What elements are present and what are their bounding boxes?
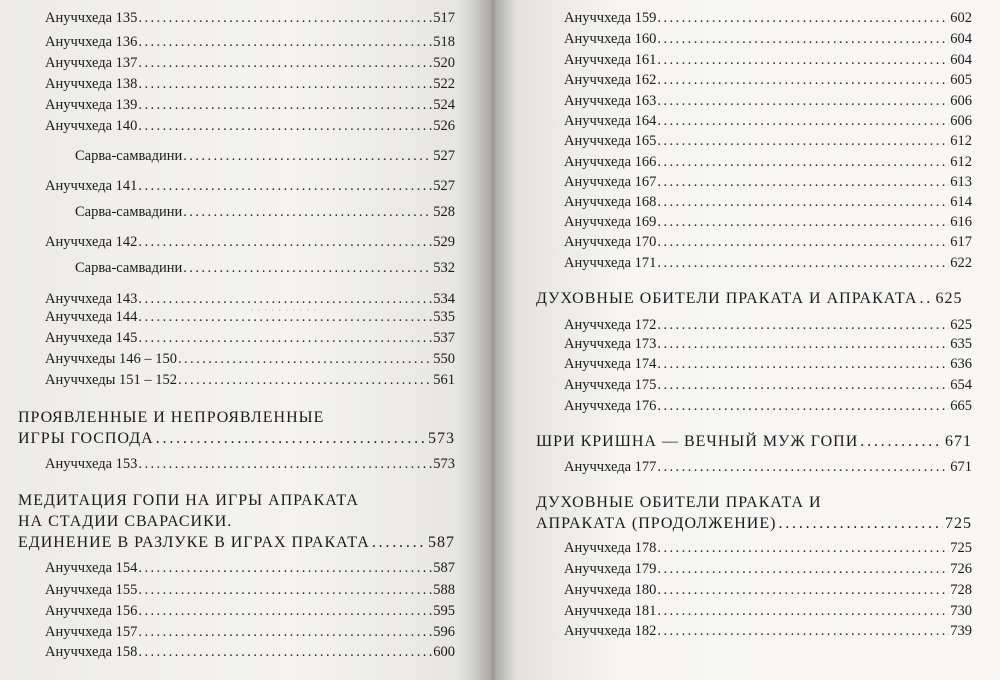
entry-label: Ануччхеда 153 bbox=[45, 456, 138, 472]
toc-entry[interactable] bbox=[564, 559, 972, 579]
entry-label: Ануччхеда 167 bbox=[564, 174, 657, 190]
leader-dots bbox=[657, 50, 949, 70]
entry-page: 606 bbox=[950, 113, 972, 129]
entry-label: Ануччхеды 146 – 150 bbox=[45, 351, 177, 367]
toc-entry[interactable] bbox=[45, 349, 455, 369]
section-heading-text: ШРИ КРИШНА — ВЕЧНЫЙ МУЖ ГОПИ bbox=[536, 433, 859, 450]
toc-entry[interactable] bbox=[564, 396, 972, 416]
entry-label: Ануччхеда 176 bbox=[564, 398, 657, 414]
entry-label: Ануччхеда 165 bbox=[564, 133, 657, 149]
entry-page: 725 bbox=[950, 540, 972, 556]
entry-label: Ануччхеда 168 bbox=[564, 194, 657, 210]
toc-entry[interactable] bbox=[564, 315, 972, 335]
toc-entry[interactable] bbox=[564, 212, 972, 232]
leader-dots bbox=[657, 131, 949, 151]
entry-label: Ануччхеда 179 bbox=[564, 561, 657, 577]
left-page: . . . . . . . . . . Ануччхеда 135 . . . 517 Ануччхеда 136 . . . 518 Ануччхеда 137 . . . 520 Ануччхеда 138 . . . 522 Ануччхеда 139 . . . 524 Ануччхеда 140 . . . 526 Сарва-самвадини . . . 527 Ануччхеда 141 . . . 527 Сарва-самвадини . . . 528 Ануччхеда 142 . . . 529 Сарва-самвадини . . . 532 Ануччхеда 143 . . . 534 Ануччхеда 144 . . . 535 Ануччхеда 145 . . . 537 Ануччхеды 146 – 150 . . . 550 Ануччхеды 151 – 152 . . . 561 ПРОЯВЛЕННЫЕ И НЕПРОЯВЛЕННЫЕ ИГРЫ ГОСПОДА . . . 573 Ануччхеда 153 . . . 573 МЕДИТАЦИЯ ГОПИ НА ИГРЫ АПРАКАТА НА СТАДИИ СВАРАСИКИ. ЕДИНЕНИЕ В РАЗЛУКЕ В ИГРАХ ПРАКАТА . . . 587 Ануччхеда 154 . . . 587 Ануччхеда 155 . . . 588 Ануччхеда 156 . . . 595 Ануччхеда 157 . . . 596 Ануччхеда 158 . . . 600 bbox=[0, 0, 492, 680]
toc-entry[interactable] bbox=[45, 370, 455, 390]
entry-page: 606 bbox=[950, 93, 972, 109]
section-heading-text: ИГРЫ ГОСПОДА bbox=[18, 430, 154, 447]
toc-entry[interactable] bbox=[564, 50, 972, 70]
entry-page: 605 bbox=[950, 72, 972, 88]
section-heading[interactable]: НА СТАДИИ СВАРАСИКИ. bbox=[18, 513, 233, 530]
entry-label: Ануччхеда 140 bbox=[45, 118, 138, 134]
entry-label: Ануччхеда 144 bbox=[45, 309, 138, 325]
toc-entry[interactable] bbox=[45, 53, 455, 73]
section-page: 573 bbox=[428, 430, 455, 447]
entry-page: 730 bbox=[950, 603, 972, 619]
toc-entry[interactable] bbox=[45, 622, 455, 642]
toc-entry[interactable] bbox=[45, 642, 455, 662]
leader-dots bbox=[657, 559, 949, 579]
entry-page: 518 bbox=[433, 34, 455, 50]
leader-dots bbox=[657, 315, 949, 335]
entry-page: 517 bbox=[433, 10, 455, 26]
entry-page: 612 bbox=[950, 154, 972, 170]
entry-page: 613 bbox=[950, 174, 972, 190]
entry-page: 602 bbox=[950, 10, 972, 26]
entry-page: 595 bbox=[433, 603, 455, 619]
leader-dots bbox=[657, 212, 949, 232]
entry-label: Ануччхеды 151 – 152 bbox=[45, 372, 177, 388]
entry-label: Ануччхеда 145 bbox=[45, 330, 138, 346]
toc-entry[interactable] bbox=[564, 91, 972, 111]
entry-label: Ануччхеда 138 bbox=[45, 76, 138, 92]
leader-dots bbox=[657, 70, 949, 90]
entry-page: 537 bbox=[433, 330, 455, 346]
leader-dots bbox=[178, 349, 432, 369]
entry-page: 534 bbox=[433, 291, 455, 307]
leader-dots bbox=[919, 288, 933, 309]
leader-dots bbox=[138, 53, 432, 73]
entry-page: 600 bbox=[433, 644, 455, 660]
section-heading-last-line[interactable] bbox=[18, 532, 455, 553]
leader-dots bbox=[183, 146, 432, 166]
leader-dots bbox=[138, 601, 432, 621]
entry-page: 527 bbox=[433, 148, 455, 164]
entry-label: Ануччхеда 173 bbox=[564, 336, 657, 352]
entry-label: Ануччхеда 141 bbox=[45, 178, 138, 194]
entry-page: 596 bbox=[433, 624, 455, 640]
leader-dots bbox=[657, 172, 949, 192]
entry-label: Ануччхеда 158 bbox=[45, 644, 138, 660]
toc-entry[interactable] bbox=[45, 116, 455, 136]
section-heading[interactable] bbox=[536, 431, 972, 452]
section-page: 625 bbox=[935, 290, 963, 307]
entry-label: Ануччхеда 154 bbox=[45, 560, 138, 576]
toc-entry[interactable] bbox=[564, 457, 972, 477]
entry-page: 636 bbox=[950, 356, 972, 372]
leader-dots bbox=[860, 431, 943, 452]
leader-dots bbox=[138, 232, 432, 252]
entry-label: Ануччхеда 163 bbox=[564, 93, 657, 109]
leader-dots bbox=[657, 396, 949, 416]
toc-entry[interactable] bbox=[564, 621, 972, 641]
entry-page: 625 bbox=[950, 317, 972, 333]
entry-page: 524 bbox=[433, 97, 455, 113]
toc-subentry[interactable] bbox=[75, 146, 455, 166]
entry-label: Ануччхеда 171 bbox=[564, 255, 657, 271]
entry-label: Ануччхеда 166 bbox=[564, 154, 657, 170]
entry-label: Сарва-самвадини bbox=[75, 204, 183, 220]
leader-dots bbox=[138, 580, 432, 600]
entry-label: Ануччхеда 143 bbox=[45, 291, 138, 307]
leader-dots bbox=[156, 428, 426, 449]
leader-dots bbox=[657, 457, 949, 477]
toc-entry[interactable] bbox=[564, 172, 972, 192]
toc-entry[interactable] bbox=[45, 95, 455, 115]
entry-page: 654 bbox=[950, 377, 972, 393]
entry-label: Ануччхеда 159 bbox=[564, 10, 657, 26]
leader-dots bbox=[138, 176, 432, 196]
toc-entry[interactable] bbox=[564, 192, 972, 212]
toc-entry[interactable] bbox=[564, 375, 972, 395]
toc-entry[interactable] bbox=[564, 538, 972, 558]
leader-dots bbox=[138, 289, 432, 309]
entry-label: Ануччхеда 139 bbox=[45, 97, 138, 113]
leader-dots bbox=[657, 375, 949, 395]
toc-entry[interactable] bbox=[564, 131, 972, 151]
entry-label: Ануччхеда 177 bbox=[564, 459, 657, 475]
toc-entry[interactable] bbox=[564, 152, 972, 172]
leader-dots bbox=[657, 538, 949, 558]
leader-dots bbox=[657, 8, 949, 28]
entry-page: 739 bbox=[950, 623, 972, 639]
leader-dots bbox=[657, 253, 949, 273]
toc-entry[interactable] bbox=[45, 8, 455, 28]
entry-label: Ануччхеда 175 bbox=[564, 377, 657, 393]
toc-entry[interactable] bbox=[564, 334, 972, 354]
entry-label: Ануччхеда 169 bbox=[564, 214, 657, 230]
entry-page: 604 bbox=[950, 31, 972, 47]
leader-dots bbox=[657, 601, 949, 621]
leader-dots bbox=[657, 152, 949, 172]
entry-label: Ануччхеда 174 bbox=[564, 356, 657, 372]
toc-entry[interactable] bbox=[564, 354, 972, 374]
toc-entry[interactable] bbox=[45, 601, 455, 621]
entry-page: 527 bbox=[433, 178, 455, 194]
entry-page: 561 bbox=[433, 372, 455, 388]
leader-dots bbox=[183, 202, 432, 222]
entry-page: 604 bbox=[950, 52, 972, 68]
entry-label: Ануччхеда 181 bbox=[564, 603, 657, 619]
toc-subentry[interactable] bbox=[75, 202, 455, 222]
leader-dots bbox=[138, 328, 432, 348]
entry-page: 617 bbox=[950, 234, 972, 250]
section-heading[interactable]: ПРОЯВЛЕННЫЕ И НЕПРОЯВЛЕННЫЕ bbox=[18, 409, 325, 426]
entry-label: Ануччхеда 137 bbox=[45, 55, 138, 71]
entry-page: 526 bbox=[433, 118, 455, 134]
leader-dots bbox=[138, 558, 432, 578]
entry-label: Сарва-самвадини bbox=[75, 148, 183, 164]
entry-page: 522 bbox=[433, 76, 455, 92]
entry-label: Ануччхеда 162 bbox=[564, 72, 657, 88]
toc-entry[interactable] bbox=[564, 29, 972, 49]
entry-label: Ануччхеда 135 bbox=[45, 10, 138, 26]
leader-dots bbox=[183, 258, 432, 278]
toc-entry[interactable] bbox=[45, 580, 455, 600]
entry-page: 532 bbox=[433, 260, 455, 276]
toc-entry[interactable] bbox=[564, 253, 972, 273]
entry-page: 529 bbox=[433, 234, 455, 250]
leader-dots bbox=[138, 454, 432, 474]
leader-dots bbox=[138, 95, 432, 115]
entry-page: 614 bbox=[950, 194, 972, 210]
entry-label: Ануччхеда 160 bbox=[564, 31, 657, 47]
entry-label: Ануччхеда 155 bbox=[45, 582, 138, 598]
section-page: 587 bbox=[428, 534, 455, 551]
entry-page: 528 bbox=[433, 204, 455, 220]
entry-page: 573 bbox=[433, 456, 455, 472]
leader-dots bbox=[657, 29, 949, 49]
toc-entry[interactable] bbox=[45, 32, 455, 52]
entry-label: Сарва-самвадини bbox=[75, 260, 183, 276]
entry-page: 612 bbox=[950, 133, 972, 149]
entry-page: 726 bbox=[950, 561, 972, 577]
leader-dots bbox=[138, 74, 432, 94]
entry-label: Ануччхеда 178 bbox=[564, 540, 657, 556]
entry-page: 671 bbox=[950, 459, 972, 475]
section-heading-text: ДУХОВНЫЕ ОБИТЕЛИ ПРАКАТА И АПРАКАТА bbox=[536, 290, 918, 307]
section-heading-text: АПРАКАТА (ПРОДОЛЖЕНИЕ) bbox=[536, 515, 777, 532]
leader-dots bbox=[138, 116, 432, 136]
toc-entry[interactable] bbox=[564, 70, 972, 90]
leader-dots bbox=[657, 232, 949, 252]
entry-label: Ануччхеда 136 bbox=[45, 34, 138, 50]
leader-dots bbox=[138, 642, 432, 662]
leader-dots bbox=[138, 8, 432, 28]
toc-entry[interactable] bbox=[564, 8, 972, 28]
entry-label: Ануччхеда 180 bbox=[564, 582, 657, 598]
toc-subentry[interactable] bbox=[75, 258, 455, 278]
entry-page: 616 bbox=[950, 214, 972, 230]
toc-entry[interactable] bbox=[45, 307, 455, 327]
toc-entry[interactable] bbox=[45, 176, 455, 196]
entry-page: 635 bbox=[950, 336, 972, 352]
entry-label: Ануччхеда 172 bbox=[564, 317, 657, 333]
entry-label: Ануччхеда 164 bbox=[564, 113, 657, 129]
entry-page: 622 bbox=[950, 255, 972, 271]
leader-dots bbox=[138, 622, 432, 642]
entry-page: 665 bbox=[950, 398, 972, 414]
entry-label: Ануччхеда 156 bbox=[45, 603, 138, 619]
toc-entry[interactable] bbox=[564, 232, 972, 252]
leader-dots bbox=[657, 111, 949, 131]
entry-label: Ануччхеда 142 bbox=[45, 234, 138, 250]
toc-entry[interactable] bbox=[45, 232, 455, 252]
leader-dots bbox=[657, 621, 949, 641]
entry-label: Ануччхеда 161 bbox=[564, 52, 657, 68]
entry-page: 587 bbox=[433, 560, 455, 576]
section-heading[interactable]: МЕДИТАЦИЯ ГОПИ НА ИГРЫ АПРАКАТА bbox=[18, 492, 359, 509]
leader-dots bbox=[657, 334, 949, 354]
right-page bbox=[492, 0, 1000, 680]
toc-entry[interactable] bbox=[45, 558, 455, 578]
entry-page: 588 bbox=[433, 582, 455, 598]
section-page: 725 bbox=[945, 515, 972, 532]
toc-entry[interactable] bbox=[45, 289, 455, 309]
toc-entry[interactable] bbox=[45, 74, 455, 94]
leader-dots bbox=[138, 32, 432, 52]
toc-entry[interactable] bbox=[564, 111, 972, 131]
section-heading[interactable] bbox=[536, 288, 972, 309]
entry-page: 535 bbox=[433, 309, 455, 325]
entry-label: Ануччхеда 157 bbox=[45, 624, 138, 640]
leader-dots bbox=[372, 532, 426, 553]
section-heading[interactable]: ДУХОВНЫЕ ОБИТЕЛИ ПРАКАТА И bbox=[536, 494, 822, 511]
section-page: 671 bbox=[945, 433, 972, 450]
leader-dots bbox=[657, 91, 949, 111]
leader-dots bbox=[657, 192, 949, 212]
toc-entry[interactable] bbox=[564, 601, 972, 621]
leader-dots bbox=[138, 307, 432, 327]
section-heading-last-line[interactable] bbox=[536, 513, 972, 534]
entry-page: 728 bbox=[950, 582, 972, 598]
leader-dots bbox=[657, 580, 949, 600]
leader-dots bbox=[778, 513, 943, 534]
entry-label: Ануччхеда 170 bbox=[564, 234, 657, 250]
entry-page: 550 bbox=[433, 351, 455, 367]
toc-entry[interactable] bbox=[45, 328, 455, 348]
section-heading-last-line[interactable] bbox=[18, 428, 455, 449]
section-heading-text: ЕДИНЕНИЕ В РАЗЛУКЕ В ИГРАХ ПРАКАТА bbox=[18, 534, 370, 551]
entry-label: Ануччхеда 182 bbox=[564, 623, 657, 639]
toc-entry[interactable] bbox=[564, 580, 972, 600]
leader-dots bbox=[657, 354, 949, 374]
leader-dots bbox=[178, 370, 432, 390]
entry-page: 520 bbox=[433, 55, 455, 71]
toc-entry[interactable] bbox=[45, 454, 455, 474]
